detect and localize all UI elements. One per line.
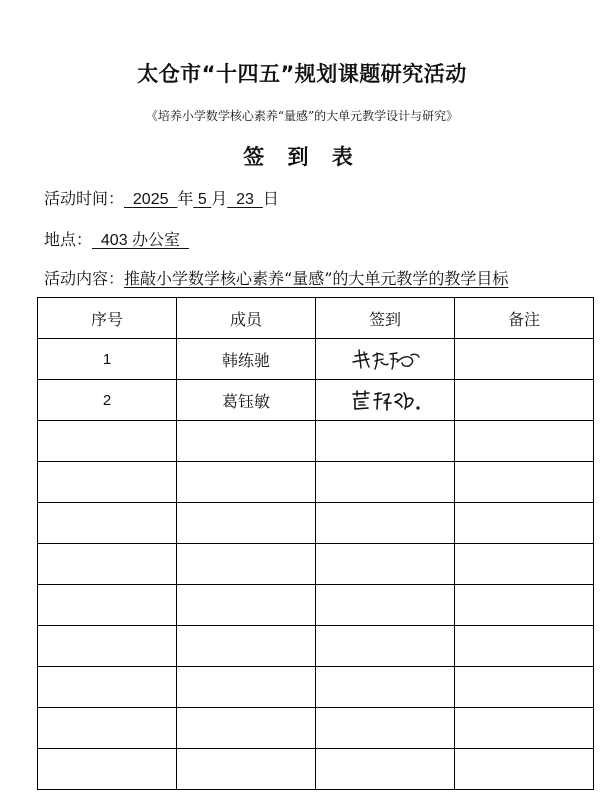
row-note <box>455 380 594 421</box>
row-member <box>177 749 316 790</box>
row-no <box>38 626 177 667</box>
empty-table-row <box>38 749 594 790</box>
empty-table-row <box>38 585 594 626</box>
row-no: 2 <box>38 380 177 421</box>
row-signature <box>316 544 455 585</box>
header-member: 成员 <box>177 298 316 339</box>
row-no <box>38 503 177 544</box>
row-member: 葛钰敏 <box>177 380 316 421</box>
content-line <box>44 266 508 289</box>
row-note <box>455 462 594 503</box>
table-row <box>38 380 594 421</box>
row-note <box>455 421 594 462</box>
row-member <box>177 708 316 749</box>
row-note <box>455 339 594 380</box>
time-label: 活动时间： <box>44 189 125 208</box>
header-note: 备注 <box>455 298 594 339</box>
empty-table-row <box>38 544 594 585</box>
row-note <box>455 667 594 708</box>
table-row <box>38 339 594 380</box>
row-no <box>38 421 177 462</box>
row-member <box>177 544 316 585</box>
empty-table-row <box>38 667 594 708</box>
row-no <box>38 749 177 790</box>
row-note <box>455 544 594 585</box>
row-member <box>177 462 316 503</box>
document-subtitle: 《培养小学数学核心素养“量感”的大单元教学设计与研究》 <box>145 109 459 123</box>
row-signature <box>316 585 455 626</box>
row-note <box>455 626 594 667</box>
activity-time-line <box>44 186 279 209</box>
row-note <box>455 503 594 544</box>
row-signature <box>316 380 455 421</box>
row-member: 韩练驰 <box>177 339 316 380</box>
row-member <box>177 626 316 667</box>
content-label: 活动内容： <box>44 269 125 288</box>
row-no <box>38 462 177 503</box>
row-member <box>177 585 316 626</box>
year-value: 2025 <box>132 191 169 208</box>
row-member <box>177 667 316 708</box>
row-no <box>38 708 177 749</box>
place-label: 地点： <box>44 230 93 249</box>
row-no <box>38 544 177 585</box>
empty-table-row <box>38 626 594 667</box>
sign-in-table <box>37 297 594 790</box>
month-unit: 月 <box>211 189 228 208</box>
year-unit: 年 <box>177 189 194 208</box>
row-no <box>38 585 177 626</box>
row-note <box>455 749 594 790</box>
day-value: 23 <box>236 191 254 208</box>
row-signature <box>316 708 455 749</box>
row-signature <box>316 503 455 544</box>
handwritten-signature <box>345 344 425 374</box>
row-note <box>455 585 594 626</box>
table-header-row <box>38 298 594 339</box>
row-no <box>38 667 177 708</box>
handwritten-signature <box>345 385 425 415</box>
row-signature <box>316 421 455 462</box>
sheet-title: 签 到 表 <box>243 145 361 169</box>
day-unit: 日 <box>262 189 279 208</box>
content-value: 推敲小学数学核心素养“量感”的大单元教学的教学目标 <box>124 269 509 288</box>
row-signature <box>316 667 455 708</box>
row-signature <box>316 749 455 790</box>
place-line <box>44 227 189 250</box>
empty-table-row <box>38 708 594 749</box>
row-member <box>177 503 316 544</box>
header-signature: 签到 <box>316 298 455 339</box>
place-value: 403 办公室 <box>100 232 181 249</box>
header-no: 序号 <box>38 298 177 339</box>
row-note <box>455 708 594 749</box>
document-title: 太仓市“十四五”规划课题研究活动 <box>137 62 467 86</box>
empty-table-row <box>38 462 594 503</box>
empty-table-row <box>38 421 594 462</box>
month-value: 5 <box>197 191 207 208</box>
row-signature <box>316 626 455 667</box>
row-signature <box>316 339 455 380</box>
row-member <box>177 421 316 462</box>
row-no: 1 <box>38 339 177 380</box>
empty-table-row <box>38 503 594 544</box>
row-signature <box>316 462 455 503</box>
